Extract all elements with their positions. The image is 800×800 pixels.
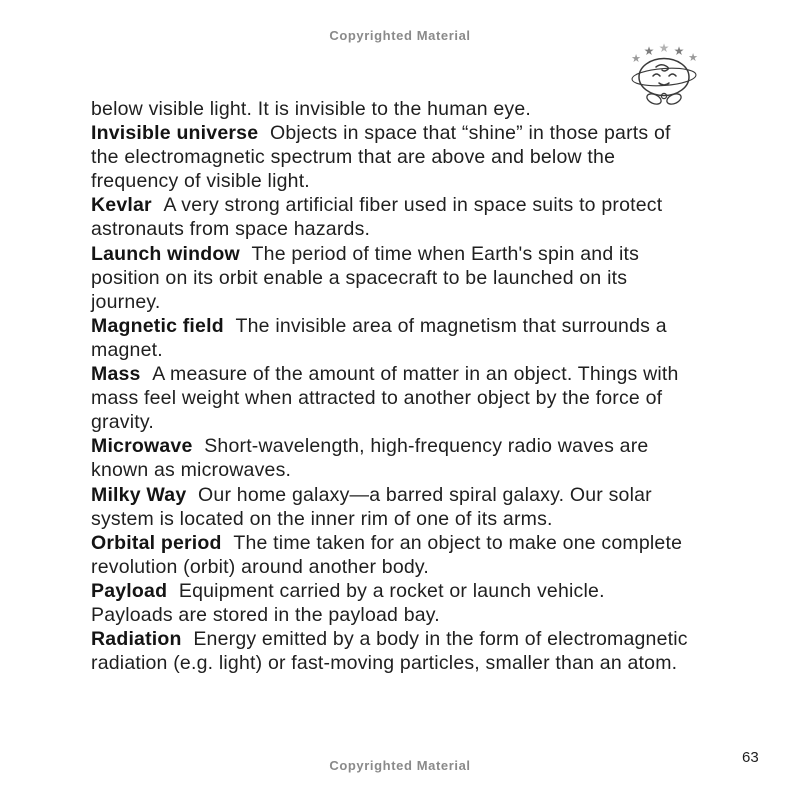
glossary-term: Launch window — [91, 242, 240, 265]
glossary-entry — [91, 483, 692, 531]
svg-text:★: ★ — [658, 42, 670, 55]
copyright-notice-bottom: Copyrighted Material — [329, 758, 471, 773]
glossary-definition: The invisible area of magnetism that surrounds a magnet. — [91, 314, 667, 361]
glossary-entry — [91, 434, 692, 482]
glossary-entry — [91, 193, 692, 241]
page-number: 63 — [742, 749, 759, 766]
glossary-entry — [91, 531, 692, 579]
glossary-term: Invisible universe — [91, 122, 259, 145]
glossary-entry — [91, 627, 692, 675]
glossary-definition: The time taken for an object to make one complete revolution (orbit) around another body. — [91, 531, 683, 578]
glossary-definition: Equipment carried by a rocket or launch vehicle. Payloads are stored in the payload bay. — [91, 579, 605, 626]
glossary-text-block — [91, 97, 692, 675]
glossary-term: Payload — [91, 579, 168, 602]
glossary-term: Mass — [91, 363, 141, 386]
glossary-term: Milky Way — [91, 483, 187, 506]
svg-text:★: ★ — [631, 52, 641, 65]
glossary-definition: Energy emitted by a body in the form of electromagnetic radiation (e.g. light) or fast-moving particles, smaller than an atom. — [91, 628, 688, 675]
glossary-entry — [91, 362, 692, 434]
glossary-term: Magnetic field — [91, 314, 224, 337]
glossary-definition: The period of time when Earth's spin and its position on its orbit enable a spacecraft to be launched on its journey. — [91, 242, 640, 313]
glossary-term: Kevlar — [91, 194, 152, 217]
glossary-entry — [91, 314, 692, 362]
glossary-term: Microwave — [91, 435, 193, 458]
glossary-entry — [91, 242, 692, 314]
copyright-notice-top: Copyrighted Material — [329, 28, 471, 43]
svg-text:★: ★ — [643, 44, 655, 58]
glossary-definition: A very strong artificial fiber used in space suits to protect astronauts from space hazards. — [91, 194, 663, 241]
svg-text:★: ★ — [688, 51, 698, 64]
glossary-definition: Short-wavelength, high-frequency radio waves are known as microwaves. — [91, 435, 649, 482]
glossary-definition: Our home galaxy—a barred spiral galaxy. Our solar system is located on the inner rim of one of its arms. — [91, 483, 652, 530]
glossary-entry — [91, 121, 692, 193]
glossary-continuation-line: below visible light. It is invisible to the human eye. — [91, 98, 532, 120]
svg-text:★: ★ — [673, 44, 685, 58]
glossary-term: Radiation — [91, 628, 182, 651]
glossary-entry — [91, 579, 692, 627]
glossary-definition: Objects in space that “shine” in those parts of the electromagnetic spectrum that are above and below the frequency of visible light. — [91, 122, 671, 193]
glossary-definition: A measure of the amount of matter in an object. Things with mass feel weight when attracted to another object by the force of gravity. — [91, 363, 679, 434]
glossary-term: Orbital period — [91, 531, 222, 554]
